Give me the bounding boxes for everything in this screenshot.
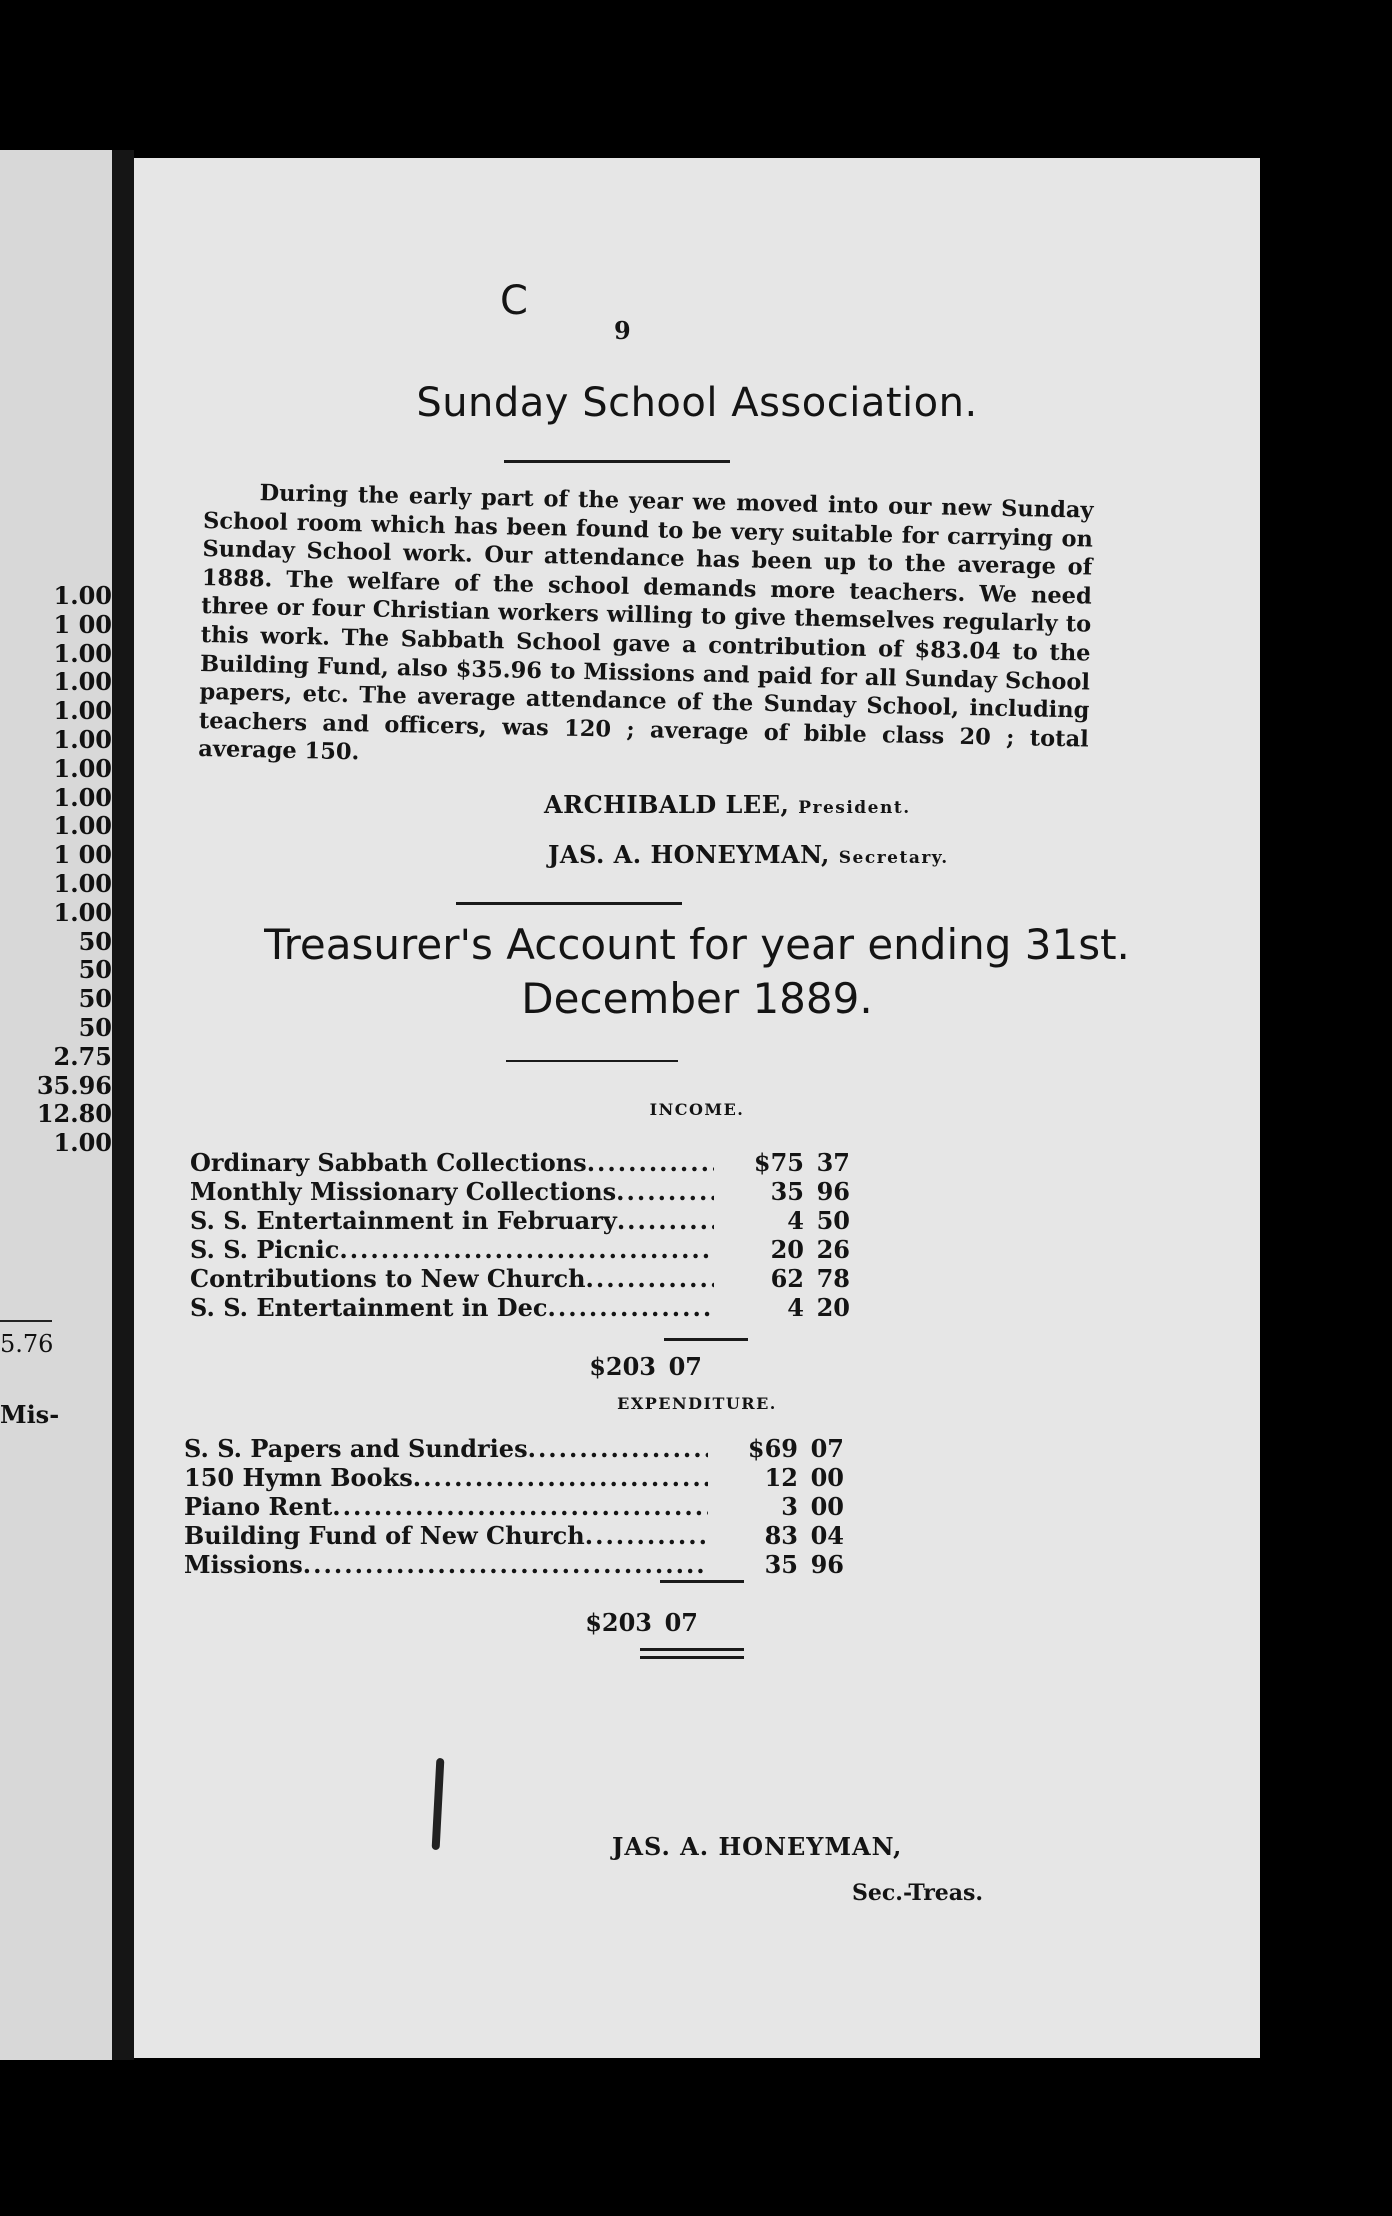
page-gutter [112, 150, 134, 2060]
expenditure-row [184, 1550, 844, 1579]
left-amount: 50 [78, 927, 112, 956]
income-label: Monthly Missionary Collections [190, 1177, 617, 1206]
left-amount: 1.00 [53, 639, 112, 668]
income-cents: 26 [816, 1235, 850, 1264]
income-dollars: $75 [753, 1148, 804, 1177]
income-heading: INCOME. [649, 1100, 745, 1119]
income-label: S. S. Picnic [190, 1235, 340, 1264]
expenditure-label: 150 Hymn Books [184, 1463, 413, 1492]
expenditure-dollars: 83 [764, 1521, 798, 1550]
expenditure-dollars: 3 [781, 1492, 798, 1521]
expenditure-row [184, 1521, 844, 1550]
expenditure-heading: EXPENDITURE. [617, 1394, 777, 1413]
income-row [190, 1264, 850, 1293]
income-cents: 37 [816, 1148, 850, 1177]
expenditure-label: Building Fund of New Church [184, 1521, 585, 1550]
leader-dots [548, 1293, 715, 1322]
expenditure-dollars: 35 [764, 1550, 798, 1579]
treasurer-title-underline [506, 1060, 678, 1062]
income-dollars: 62 [770, 1264, 804, 1293]
expenditure-cents: 00 [810, 1492, 844, 1521]
expenditure-cents: 00 [810, 1463, 844, 1492]
expenditure-row [184, 1463, 844, 1492]
income-total [566, 1352, 702, 1381]
income-total-cents: 07 [668, 1352, 702, 1381]
left-amount: 1.00 [53, 668, 112, 697]
income-table [190, 1148, 850, 1322]
income-row [190, 1177, 850, 1206]
income-label: Ordinary Sabbath Collections [190, 1148, 587, 1177]
income-total-rule [664, 1338, 748, 1341]
expenditure-total-rule [660, 1580, 744, 1583]
left-total-rule [0, 1320, 52, 1322]
secretary-name: JAS. A. HONEYMAN, [548, 840, 830, 869]
leader-dots [339, 1235, 714, 1264]
expenditure-label: S. S. Papers and Sundries [184, 1434, 528, 1463]
treasurer-title-line2: December 1889. [521, 974, 873, 1023]
income-cents: 96 [816, 1177, 850, 1206]
income-total-dollars: $203 [589, 1352, 656, 1381]
treasurer-signature-title: Sec.-Treas. [852, 1880, 984, 1906]
leader-dots [528, 1434, 708, 1463]
left-amount: 1.00 [53, 898, 112, 927]
income-dollars: 20 [770, 1235, 804, 1264]
sunday-school-title: Sunday School Association. [416, 380, 978, 426]
income-cents: 78 [816, 1264, 850, 1293]
left-page-fragment [0, 150, 118, 2060]
expenditure-cents: 07 [810, 1434, 844, 1463]
left-amount: 1.00 [53, 725, 112, 754]
expenditure-row [184, 1492, 844, 1521]
leader-dots [332, 1492, 708, 1521]
leader-dots [616, 1177, 714, 1206]
president-name: ARCHIBALD LEE, [544, 790, 790, 819]
left-amount: 50 [78, 1013, 112, 1042]
left-amount: 1.00 [53, 869, 112, 898]
income-row [190, 1148, 850, 1177]
expenditure-row [184, 1434, 844, 1463]
left-amount: 12.80 [36, 1100, 112, 1129]
leader-dots [587, 1148, 714, 1177]
income-row [190, 1206, 850, 1235]
treasurer-title-line1: Treasurer's Account for year ending 31st. [264, 920, 1130, 969]
expenditure-cents: 04 [810, 1521, 844, 1550]
left-amount: 1 00 [53, 610, 112, 639]
income-cents: 20 [816, 1293, 850, 1322]
title-underline [504, 460, 730, 463]
section-divider [456, 902, 682, 905]
expenditure-total-cents: 07 [664, 1608, 698, 1637]
page-number: 9 [614, 316, 631, 345]
left-amount: 1.00 [53, 783, 112, 812]
left-text-fragment: Mis- [0, 1400, 60, 1429]
margin-mark: C [500, 278, 528, 324]
expenditure-cents: 96 [810, 1550, 844, 1579]
expenditure-dollars: 12 [764, 1463, 798, 1492]
left-amount: 2.75 [53, 1042, 112, 1071]
expenditure-label: Piano Rent [184, 1492, 333, 1521]
left-total: 5.76 [0, 1330, 54, 1358]
leader-dots [585, 1521, 708, 1550]
income-label: S. S. Entertainment in February [190, 1206, 617, 1235]
left-amount-column [0, 582, 112, 1158]
expenditure-total [562, 1608, 698, 1637]
income-label: S. S. Entertainment in Dec [190, 1293, 548, 1322]
income-dollars: 4 [787, 1293, 804, 1322]
leader-dots [586, 1264, 714, 1293]
left-amount: 50 [78, 956, 112, 985]
double-rule-1 [640, 1648, 744, 1651]
left-amount: 1.00 [53, 754, 112, 783]
income-dollars: 35 [770, 1177, 804, 1206]
left-amount: 1.00 [53, 1129, 112, 1158]
income-row [190, 1235, 850, 1264]
ink-mark [432, 1758, 445, 1850]
double-rule-2 [640, 1656, 744, 1659]
expenditure-label: Missions [184, 1550, 303, 1579]
left-amount: 1 00 [53, 841, 112, 870]
secretary-title: Secretary. [838, 848, 949, 868]
expenditure-table [184, 1434, 844, 1579]
income-dollars: 4 [787, 1206, 804, 1235]
leader-dots [617, 1206, 714, 1235]
president-title: President. [798, 798, 911, 818]
leader-dots [303, 1550, 708, 1579]
expenditure-dollars: $69 [747, 1434, 798, 1463]
secretary-signature [548, 840, 949, 869]
left-amount: 50 [78, 985, 112, 1014]
left-amount: 35.96 [36, 1071, 112, 1100]
left-amount: 1.00 [53, 812, 112, 841]
document-page [134, 158, 1260, 2058]
president-signature [544, 790, 911, 819]
expenditure-total-dollars: $203 [585, 1608, 652, 1637]
treasurer-title [134, 918, 1260, 1026]
left-amount: 1.00 [53, 582, 112, 610]
treasurer-signature-name: JAS. A. HONEYMAN, [612, 1832, 903, 1861]
income-cents: 50 [816, 1206, 850, 1235]
income-row [190, 1293, 850, 1322]
leader-dots [413, 1463, 708, 1492]
sunday-school-paragraph: During the early part of the year we moved into our new Sunday School room which has been found to be very suitable for carrying on Sunday School work. Our attendance has been up to the average of 1888. The welfare of the school demands more teachers. We need three or four Christian workers willing to give themselves regularly to this work. The Sabbath School gave a contribution of $83.04 to the Building Fund, also $35.96 to Missions and paid for all Sunday School papers, etc. The average attendance of the Sunday School, including teachers and officers, was 120 ; average of bible class 20 ; total average 150. [198, 480, 1094, 766]
left-amount: 1.00 [53, 697, 112, 726]
income-label: Contributions to New Church [190, 1264, 586, 1293]
